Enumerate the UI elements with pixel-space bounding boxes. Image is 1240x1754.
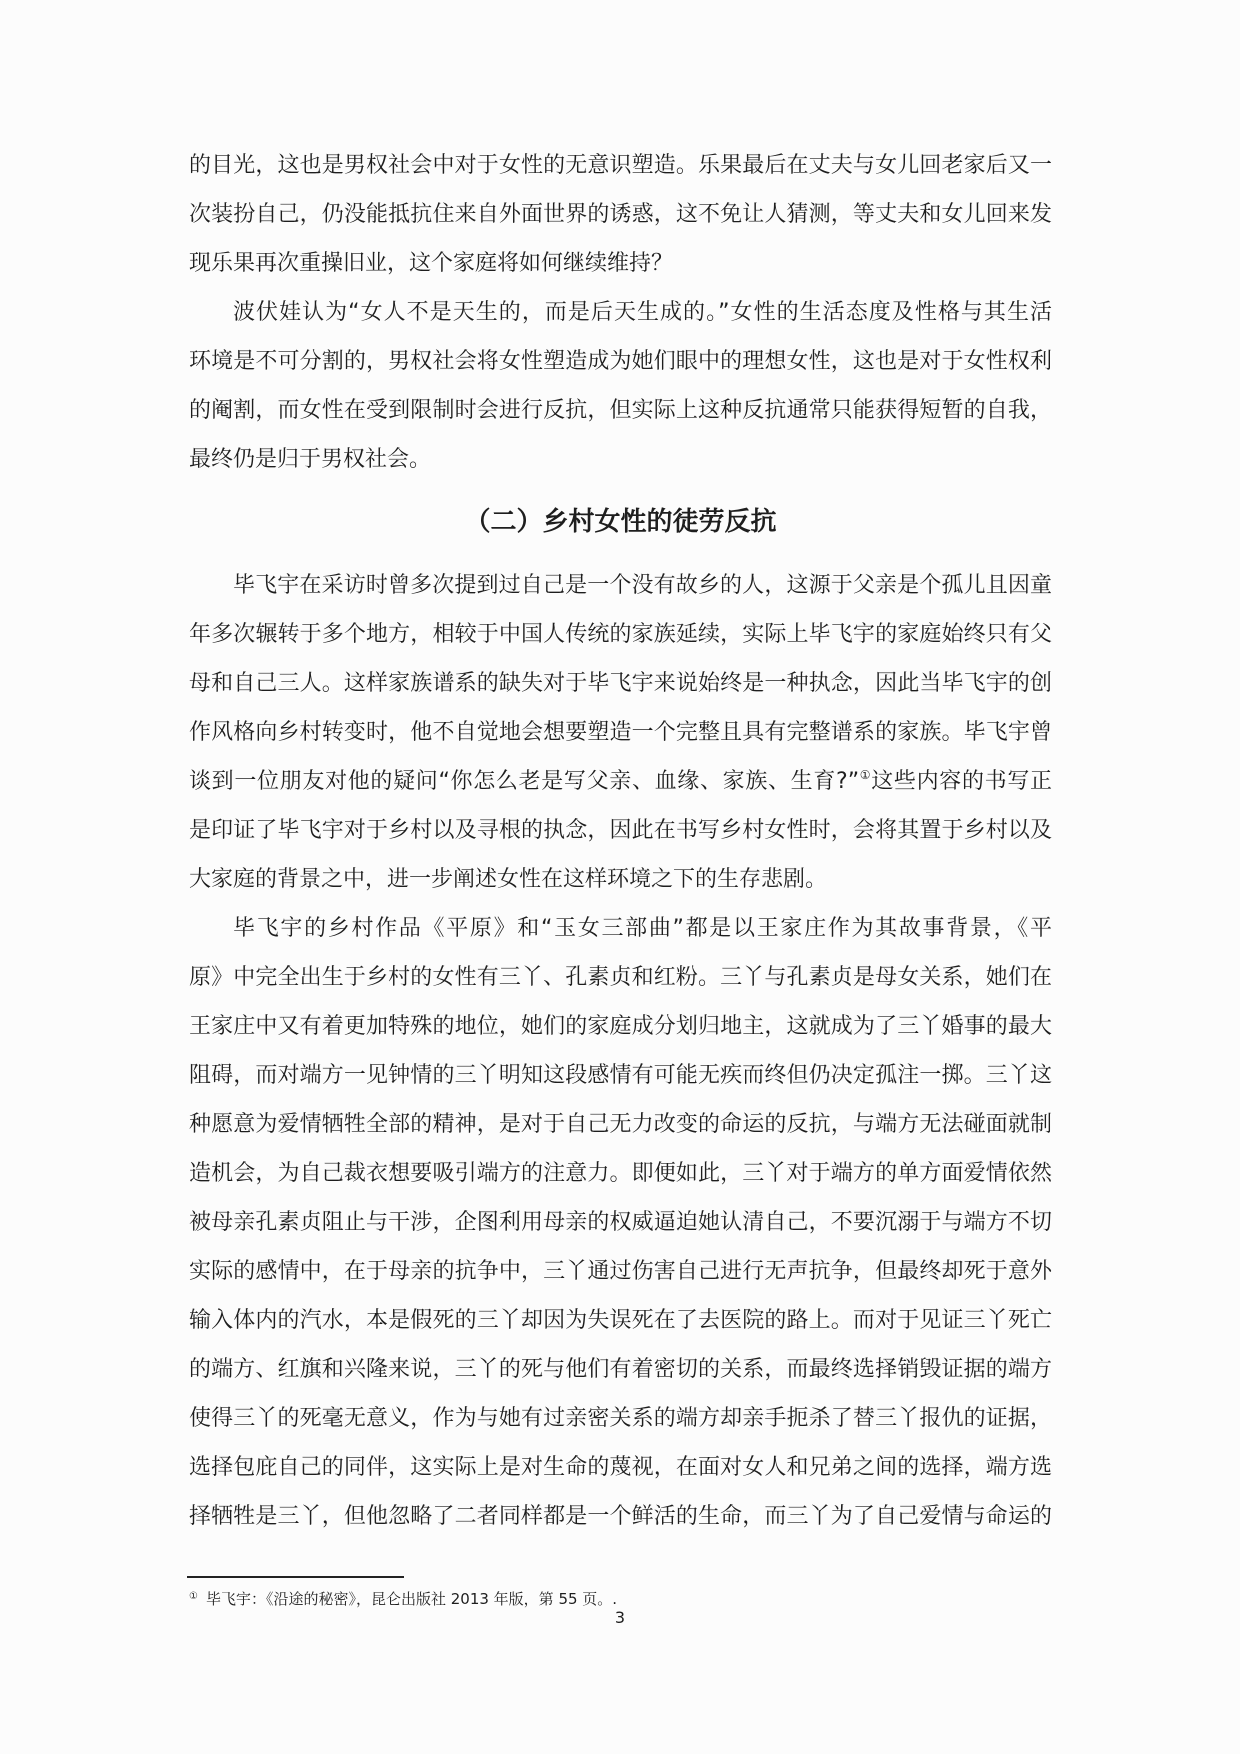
footnote-text: 毕飞宇：《沿途的秘密》，昆仑出版社 2013 年版，第 55 页。. <box>205 1590 618 1608</box>
text-line: 年多次辗转于多个地方，相较于中国人传统的家族延续，实际上毕飞宇的家庭始终只有父 <box>189 622 1052 647</box>
section-heading: （二）乡村女性的徒劳反抗 <box>464 507 777 537</box>
text-line: 波伏娃认为“女人不是天生的，而是后天生成的。”女性的生活态度及性格与其生活 <box>233 300 1052 325</box>
text-line: 种愿意为爱情牺牲全部的精神，是对于自己无力改变的命运的反抗，与端方无法碰面就制 <box>189 1112 1052 1137</box>
text-line <box>189 757 1052 806</box>
footnote-mark: ① <box>189 1591 198 1602</box>
footnote <box>189 1586 617 1610</box>
text-line: 环境是不可分割的，男权社会将女性塑造成为她们眼中的理想女性，这也是对于女性权利 <box>189 349 1052 374</box>
text-line: 作风格向乡村转变时，他不自觉地会想要塑造一个完整且具有完整谱系的家族。毕飞宇曾 <box>189 720 1052 745</box>
text-line: 选择包庇自己的同伴，这实际上是对生命的蔑视，在面对女人和兄弟之间的选择，端方选 <box>189 1455 1052 1480</box>
paragraph <box>189 141 1052 288</box>
footnote-reference[interactable]: ① <box>859 768 872 782</box>
footnote-separator <box>187 1576 404 1578</box>
text-line: 的目光，这也是男权社会中对于女性的无意识塑造。乐果最后在丈夫与女儿回老家后又一 <box>189 153 1052 178</box>
text-segment: 这些内容的书写正 <box>871 769 1052 794</box>
text-line: 的端方、红旗和兴隆来说，三丫的死与他们有着密切的关系，而最终选择销毁证据的端方 <box>189 1357 1052 1382</box>
document-body <box>189 141 1052 1541</box>
text-line: 被母亲孔素贞阻止与干涉，企图利用母亲的权威逼迫她认清自己，不要沉溺于与端方不切 <box>189 1210 1052 1235</box>
text-segment: 谈到一位朋友对他的疑问“你怎么老是写父亲、血缘、家族、生育?” <box>189 769 860 794</box>
paragraph <box>189 561 1052 904</box>
text-line: 现乐果再次重操旧业，这个家庭将如何继续维持？ <box>189 251 674 276</box>
text-line: 输入体内的汽水，本是假死的三丫却因为失误死在了去医院的路上。而对于见证三丫死亡 <box>189 1308 1052 1333</box>
paragraph <box>189 288 1052 484</box>
text-line: 大家庭的背景之中，进一步阐述女性在这样环境之下的生存悲剧。 <box>189 867 828 892</box>
text-line: 实际的感情中，在于母亲的抗争中，三丫通过伤害自己进行无声抗争，但最终却死于意外 <box>189 1259 1052 1284</box>
text-line: 阻碍，而对端方一见钟情的三丫明知这段感情有可能无疾而终但仍决定孤注一掷。三丫这 <box>189 1063 1052 1088</box>
text-line: 毕飞宇的乡村作品《平原》和“玉女三部曲”都是以王家庄作为其故事背景，《平 <box>233 916 1052 941</box>
text-line: 母和自己三人。这样家族谱系的缺失对于毕飞宇来说始终是一种执念，因此当毕飞宇的创 <box>189 671 1052 696</box>
text-line: 毕飞宇在采访时曾多次提到过自己是一个没有故乡的人，这源于父亲是个孤儿且因童 <box>233 573 1052 598</box>
text-line: 次装扮自己，仍没能抵抗住来自外面世界的诱惑，这不免让人猜测，等丈夫和女儿回来发 <box>189 202 1052 227</box>
text-line: 使得三丫的死毫无意义，作为与她有过亲密关系的端方却亲手扼杀了替三丫报仇的证据， <box>189 1406 1052 1431</box>
text-line: 造机会，为自己裁衣想要吸引端方的注意力。即便如此，三丫对于端方的单方面爱情依然 <box>189 1161 1052 1186</box>
text-line: 的阉割，而女性在受到限制时会进行反抗，但实际上这种反抗通常只能获得短暂的自我， <box>189 398 1052 423</box>
text-line: 王家庄中又有着更加特殊的地位，她们的家庭成分划归地主，这就成为了三丫婚事的最大 <box>189 1014 1052 1039</box>
text-line: 择牺牲是三丫，但他忽略了二者同样都是一个鲜活的生命，而三丫为了自己爱情与命运的 <box>189 1504 1052 1529</box>
text-line: 原》中完全出生于乡村的女性有三丫、孔素贞和红粉。三丫与孔素贞是母女关系，她们在 <box>189 965 1052 990</box>
paragraph <box>189 904 1052 1541</box>
page-number: 3 <box>614 1608 626 1627</box>
text-line: 最终仍是归于男权社会。 <box>189 447 432 472</box>
text-line: 是印证了毕飞宇对于乡村以及寻根的执念，因此在书写乡村女性时，会将其置于乡村以及 <box>189 818 1052 843</box>
